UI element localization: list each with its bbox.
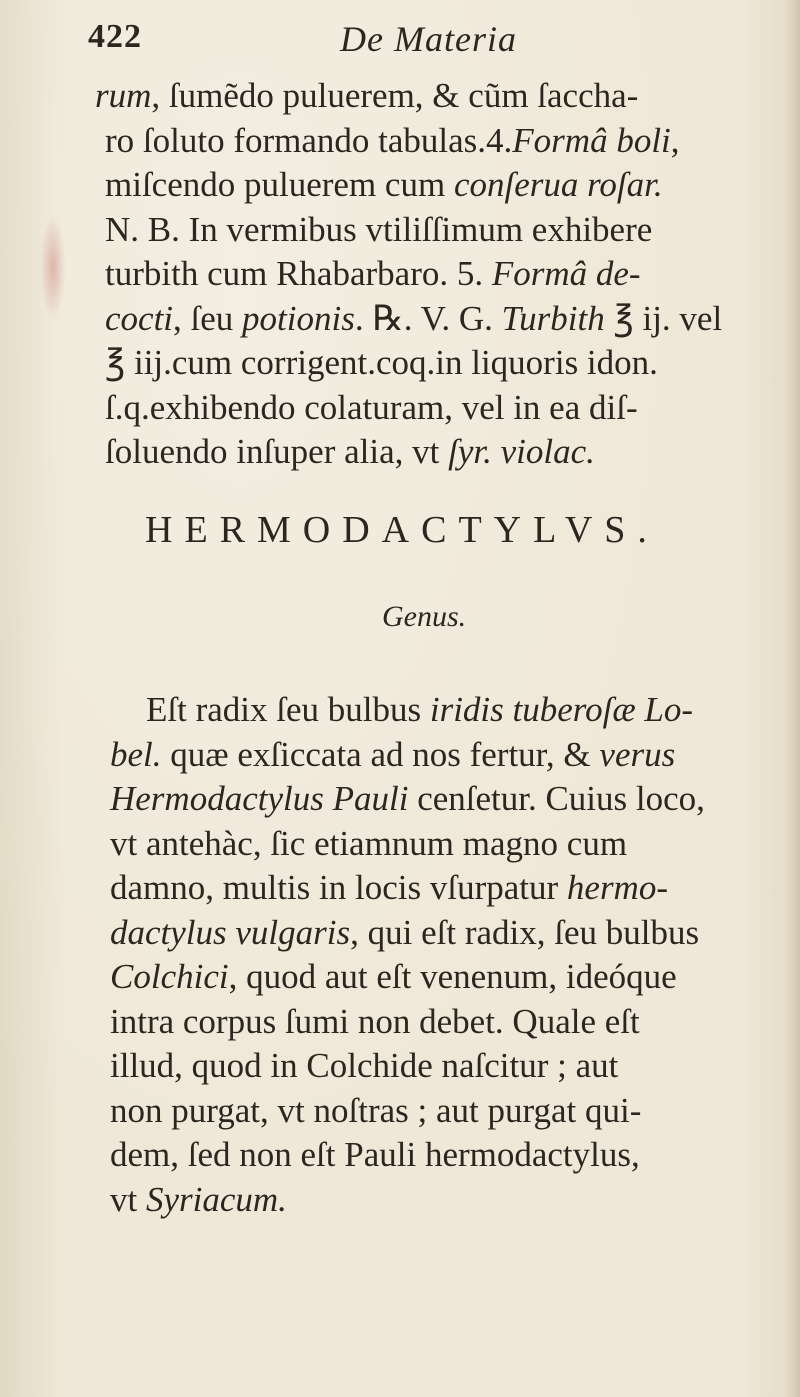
- page-number: 422: [88, 18, 142, 55]
- paragraph-genus: [110, 688, 800, 1222]
- text-line: ℥ iij.cum corrigent.coq.in liquoris idon.: [105, 343, 658, 382]
- paragraph-continued: [95, 74, 795, 475]
- text-line: bel. quæ exſiccata ad nos fertur, & verus: [110, 734, 676, 774]
- text-line: turbith cum Rhabarbaro. 5. Formâ de-: [105, 254, 641, 293]
- text-line: Eſt radix ſeu bulbus iridis tuberoſæ Lo-: [146, 690, 694, 729]
- text-line: vt Syriacum.: [110, 1179, 287, 1219]
- text-line: Hermodactylus Pauli cenſetur. Cuius loco,: [110, 779, 705, 818]
- page-header: [88, 12, 708, 62]
- text-line: ro ſoluto formando tabulas.4.Formâ boli,: [105, 120, 680, 160]
- text-line: Colchici, quod aut eſt venenum, ideóque: [110, 957, 677, 996]
- section-title: HERMODACTYLVS.: [145, 509, 659, 551]
- running-head: De Materia: [340, 19, 517, 59]
- text-line: ſ.q.exhibendo colaturam, vel in ea diſ-: [105, 387, 638, 427]
- subsection-title: Genus.: [382, 600, 467, 633]
- text-line: N. B. In vermibus vtiliſſimum exhibere: [105, 209, 653, 249]
- text-line: miſcendo puluerem cum conſerua roſar.: [105, 165, 663, 204]
- page-stain: [40, 215, 66, 320]
- text-line: dem, ſed non eſt Pauli hermodactylus,: [110, 1135, 640, 1174]
- text-line: cocti, ſeu potionis. ℞. V. G. Turbith ℥ ij. vel: [105, 298, 723, 338]
- text-line: dactylus vulgaris, qui eſt radix, ſeu bulbus: [110, 912, 700, 952]
- text-line: non purgat, vt noſtras ; aut purgat qui-: [110, 1090, 642, 1130]
- text-line: vt antehàc, ſic etiamnum magno cum: [110, 823, 628, 863]
- text-line: ſoluendo inſuper alia, vt ſyr. violac.: [105, 432, 595, 471]
- text-line: illud, quod in Colchide naſcitur ; aut: [110, 1046, 619, 1085]
- text-line: rum, ſumẽdo puluerem, & cũm ſaccha-: [95, 76, 639, 115]
- text-line: intra corpus ſumi non debet. Quale eſt: [110, 1001, 640, 1041]
- text-line: damno, multis in locis vſurpatur hermo-: [110, 868, 668, 907]
